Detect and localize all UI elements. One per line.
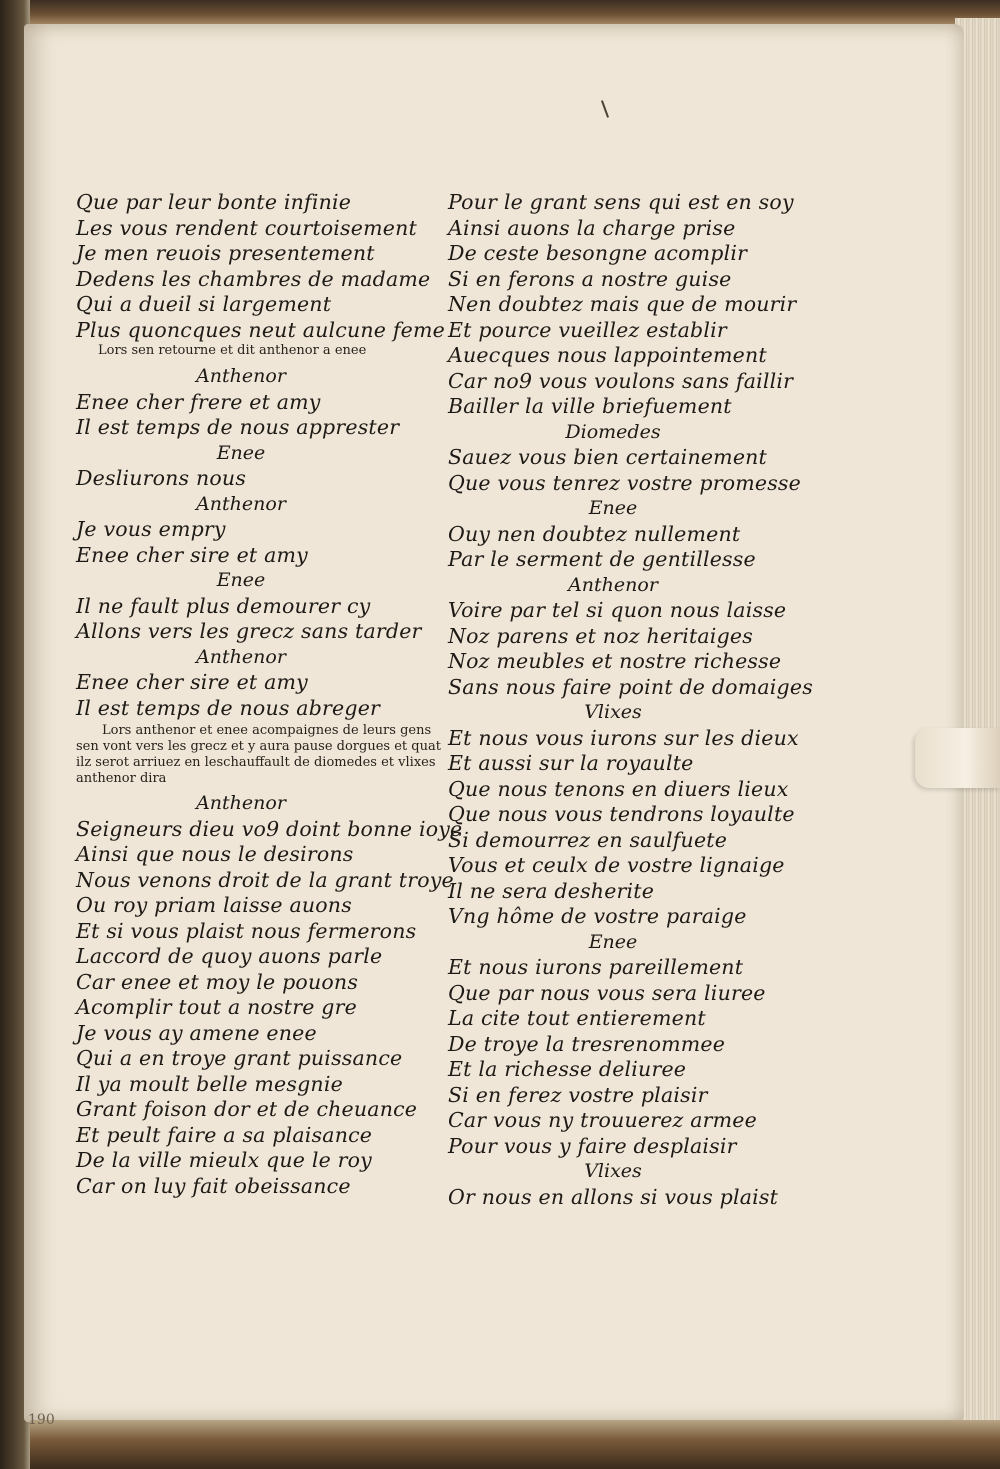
verse-line: Et nous iurons pareillement [448, 955, 744, 979]
verse-line: Et peult faire a sa plaisance [76, 1122, 373, 1147]
stage-direction-line: ilz serot arriuez en leschauffault de diomedes et vlixes [76, 755, 436, 770]
verse-line: De la ville mieulx que le roy [76, 1148, 372, 1172]
verse-line: De troye la tresrenommee [448, 1031, 726, 1056]
speaker-name: Enee [216, 569, 266, 591]
speaker-name: Anthenor [196, 645, 286, 668]
verse-line: Il ya moult belle mesgnie [76, 1071, 343, 1096]
verse-line: Et pource vueillez establir [448, 317, 727, 342]
verse-line: Desliurons nous [76, 466, 247, 490]
verse-line: Ainsi auons la charge prise [448, 215, 736, 240]
verse-line: Je men reuois presentement [76, 241, 375, 265]
verse-line: Seigneurs dieu vo9 doint bonne ioye [76, 816, 463, 841]
verse-line: Acomplir tout a nostre gre [76, 995, 357, 1019]
stage-direction-line: sen vont vers les grecz et y aura pause dorgues et quat [76, 739, 441, 754]
verse-line: Or nous en allons si vous plaist [448, 1184, 779, 1209]
verse-line: Noz parens et noz heritaiges [448, 623, 753, 648]
stage-direction-block [76, 723, 446, 787]
verse-line: Ouy nen doubtez nullement [448, 521, 741, 546]
verse-line: Plus quoncques neut aulcune feme [76, 317, 445, 342]
verse-line: Que par nous vous sera liuree [448, 980, 766, 1005]
verse-line: Que nous vous tendrons loyaulte [448, 802, 795, 826]
verse-line: La cite tout entierement [448, 1006, 706, 1030]
verse-line: Il est temps de nous apprester [76, 415, 400, 439]
verse-line: Ainsi que nous le desirons [76, 842, 354, 866]
verse-line: Sans nous faire point de domaiges [448, 674, 813, 699]
verse-line: Auecques nous lappointement [448, 343, 767, 367]
verse-line: Les vous rendent courtoisement [76, 215, 417, 240]
verse-line: Car no9 vous voulons sans faillir [448, 368, 794, 393]
speaker-name: Enee [216, 441, 266, 464]
verse-line: Pour le grant sens qui est en soy [448, 190, 794, 214]
verse-line: Car enee et moy le pouons [76, 969, 359, 994]
speaker-name: Enee [588, 930, 638, 953]
verse-line: Allons vers les grecz sans tarder [76, 619, 422, 643]
stage-direction-line: anthenor dira [76, 771, 167, 786]
verse-line: Et la richesse deliuree [448, 1057, 687, 1081]
stage-direction-line: Lors sen retourne et dit anthenor a enee [98, 343, 367, 358]
verse-line: Enee cher sire et amy [76, 670, 308, 694]
verse-line: Bailler la ville briefuement [448, 394, 732, 418]
verse-line: Car on luy fait obeissance [76, 1173, 351, 1198]
verse-line: Et nous vous iurons sur les dieux [448, 725, 799, 750]
verse-line: Grant foison dor et de cheuance [76, 1097, 418, 1121]
verse-line: Vous et ceulx de vostre lignaige [448, 853, 785, 877]
verse-line: Car vous ny trouuerez armee [448, 1108, 757, 1132]
verse-line: Et si vous plaist nous fermerons [76, 918, 417, 943]
speaker-name: Anthenor [196, 365, 286, 387]
verse-line: Qui a en troye grant puissance [76, 1046, 403, 1070]
verse-line: Je vous ay amene enee [76, 1020, 317, 1045]
verse-line: Laccord de quoy auons parle [76, 944, 383, 968]
stage-direction-line: Lors anthenor et enee acompaignes de leurs gens [102, 723, 432, 738]
verse-line: Vng hôme de vostre paraige [448, 904, 747, 928]
folio-number: 190 [28, 1412, 55, 1428]
speaker-name: Vlixes [584, 701, 642, 723]
speaker-name: Enee [588, 497, 638, 519]
right-text-column [448, 190, 818, 1210]
verse-line: Noz meubles et nostre richesse [448, 649, 782, 673]
speaker-name: Anthenor [196, 792, 286, 814]
verse-line: Je vous empry [76, 517, 226, 541]
verse-line: Il est temps de nous abreger [76, 695, 381, 720]
speaker-name: Anthenor [568, 573, 658, 596]
speaker-name: Diomedes [565, 420, 661, 443]
verse-line: Que par leur bonte infinie [76, 190, 352, 214]
speaker-name: Vlixes [584, 1160, 642, 1182]
verse-line: Nen doubtez mais que de mourir [448, 292, 797, 316]
verse-line: De ceste besongne acomplir [448, 241, 748, 265]
verse-line: Dedens les chambres de madame [76, 266, 431, 291]
verse-line: Voire par tel si quon nous laisse [448, 598, 787, 622]
verse-line: Que vous tenrez vostre promesse [448, 470, 801, 495]
page-tab-marker [915, 728, 1000, 788]
verse-line: Par le serment de gentillesse [448, 547, 756, 571]
verse-line: Sauez vous bien certainement [448, 445, 767, 469]
verse-line: Si demourrez en saulfuete [448, 827, 728, 852]
verse-line: Qui a dueil si largement [76, 292, 332, 316]
left-text-column [76, 190, 463, 1199]
speaker-name: Anthenor [196, 492, 286, 515]
verse-line: Il ne sera desherite [448, 878, 655, 903]
verse-line: Ou roy priam laisse auons [76, 893, 352, 917]
verse-line: Que nous tenons en diuers lieux [448, 776, 789, 801]
verse-line: Il ne fault plus demourer cy [76, 593, 371, 618]
verse-line: Nous venons droit de la grant troye [76, 867, 454, 892]
book-cover-bottom-edge [30, 1420, 1000, 1469]
verse-line: Pour vous y faire desplaisir [448, 1133, 737, 1158]
verse-line: Enee cher sire et amy [76, 542, 308, 567]
verse-line: Si en ferez vostre plaisir [448, 1082, 708, 1107]
verse-line: Enee cher frere et amy [76, 389, 321, 414]
verse-line: Et aussi sur la royaulte [448, 751, 694, 775]
verse-line: Si en ferons a nostre guise [448, 266, 732, 291]
